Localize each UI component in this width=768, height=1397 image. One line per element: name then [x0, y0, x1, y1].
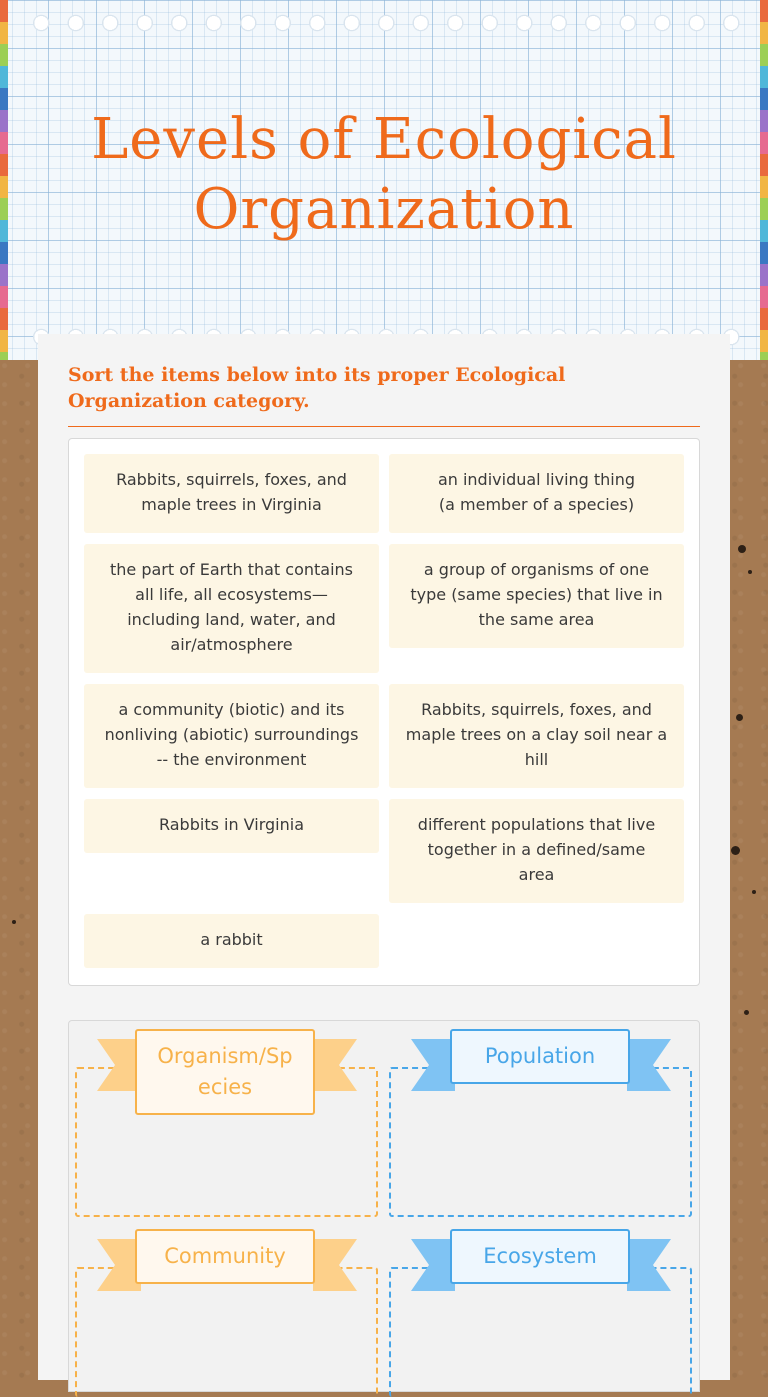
item-text: all life, all ecosystems—	[135, 585, 328, 604]
ribbon-tail-right	[627, 1039, 671, 1091]
category-label-organism-species	[135, 1029, 315, 1115]
divider	[68, 426, 700, 427]
draggable-item[interactable]	[389, 454, 684, 533]
instruction-text: Sort the items below into its proper Ecological Organization category.	[68, 364, 566, 412]
ribbon-tail-right	[627, 1239, 671, 1291]
sortable-items-pool	[68, 438, 700, 986]
category-label-community	[135, 1229, 315, 1284]
draggable-item[interactable]	[84, 914, 379, 968]
category-label-population	[450, 1029, 630, 1084]
draggable-item[interactable]	[389, 684, 684, 788]
item-text: maple trees on a clay soil near a	[405, 725, 668, 744]
item-text: area	[518, 865, 555, 884]
cork-speck	[736, 714, 743, 721]
item-text: Rabbits in Virginia	[158, 815, 305, 834]
draggable-item[interactable]	[84, 454, 379, 533]
item-text: an individual living thing	[437, 470, 636, 489]
draggable-item[interactable]	[84, 799, 379, 853]
item-text: type (same species) that live in	[410, 585, 663, 604]
category-label-text: Population	[484, 1044, 596, 1068]
item-text: hill	[524, 750, 549, 769]
category-label-text: Community	[164, 1244, 286, 1268]
item-text: a community (biotic) and its	[118, 700, 345, 719]
rainbow-stripe-right	[760, 0, 768, 360]
cork-speck	[731, 846, 740, 855]
page-title	[40, 105, 728, 245]
categories-area	[68, 1020, 700, 1392]
item-text: Rabbits, squirrels, foxes, and	[421, 700, 652, 719]
item-text: the same area	[478, 610, 595, 629]
item-text: a rabbit	[200, 930, 263, 949]
item-text: air/atmosphere	[170, 635, 293, 654]
item-text: nonliving (abiotic) surroundings	[104, 725, 359, 744]
item-text: maple trees in Virginia	[141, 495, 322, 514]
draggable-item[interactable]	[389, 799, 684, 903]
item-text: the part of Earth that contains	[109, 560, 354, 579]
cork-speck	[748, 570, 752, 574]
rainbow-stripe-left	[0, 0, 8, 360]
ribbon-tail-right	[313, 1239, 357, 1291]
item-text: together in a defined/same	[427, 840, 646, 859]
draggable-item[interactable]	[389, 544, 684, 648]
draggable-item[interactable]	[84, 684, 379, 788]
notebook-holes-top	[24, 14, 744, 32]
ribbon-tail-left	[411, 1239, 455, 1291]
cork-speck	[744, 1010, 749, 1015]
cork-speck	[752, 890, 756, 894]
item-text: a group of organisms of one	[423, 560, 650, 579]
worksheet-header	[0, 0, 768, 360]
item-text: -- the environment	[156, 750, 307, 769]
ribbon-tail-left	[411, 1039, 455, 1091]
item-text: different populations that live	[417, 815, 656, 834]
cork-speck	[12, 920, 16, 924]
category-label-text: Organism/Sp	[157, 1044, 293, 1068]
category-label-text: Ecosystem	[483, 1244, 597, 1268]
title-line: Levels of Ecological	[91, 107, 677, 172]
item-text: including land, water, and	[127, 610, 336, 629]
title-line: Organization	[193, 177, 575, 242]
cork-speck	[738, 545, 746, 553]
item-text: (a member of a species)	[438, 495, 635, 514]
category-label-text: ecies	[197, 1075, 253, 1099]
ribbon-tail-right	[313, 1039, 357, 1091]
draggable-item[interactable]	[84, 544, 379, 673]
worksheet-panel	[38, 334, 730, 1380]
item-text: Rabbits, squirrels, foxes, and	[116, 470, 347, 489]
category-label-ecosystem	[450, 1229, 630, 1284]
